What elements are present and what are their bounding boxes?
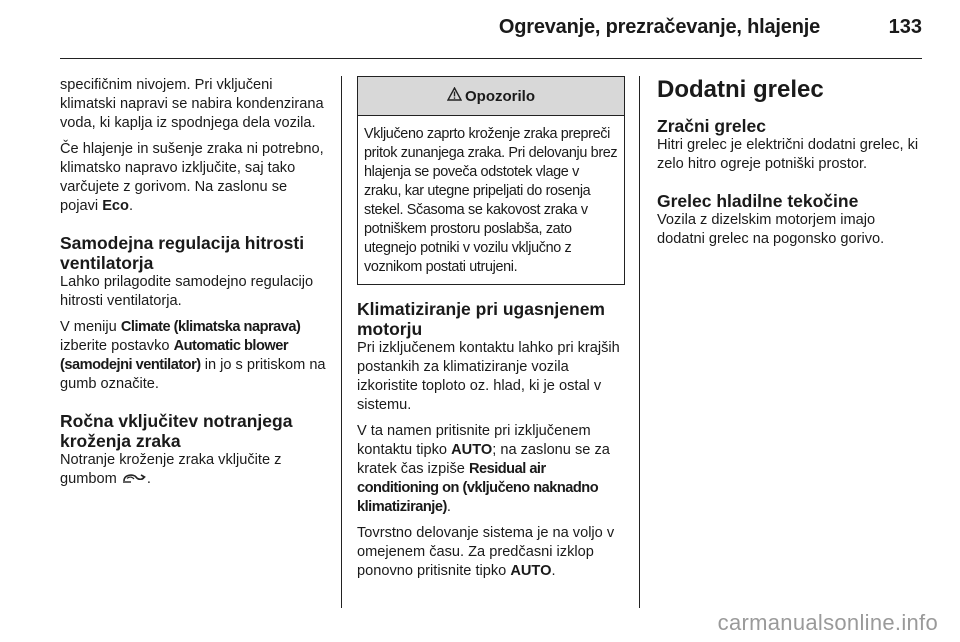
paragraph-limited-time: Tovrstno delovanje sistema je na voljo v omejenem času. Za predčasni izklop ponovno pritisnite tipko AUTO. [357,525,615,579]
warning-title: Opozorilo [465,87,535,105]
paragraph-eco: Če hlajenje in sušenje zraka ni potrebno, klimatsko napravo izključite, saj tako varčujete z gorivom. Na zaslonu se pojavi Eco. [60,141,324,214]
menu-climate-text: Climate (klimatska naprava) [120,319,301,335]
page-number: 133 [888,16,922,38]
heading-coolant-heater: Grelec hladilne tekočine [657,191,859,211]
warning-box [357,76,625,285]
header-divider [60,58,922,59]
paragraph-auto-button: V ta namen pritisnite pri izključenem kontaktu tipko AUTO; na zaslonu se za kratek čas izpiše Residual air conditioning on (vključeno naknadno klimatiziranje). [357,423,610,515]
auto-button-label: AUTO [451,442,493,458]
paragraph-menu: V meniju Climate (klimatska naprava) izberite postavko Automatic blower (samodejni ventilator) in jo s pritiskom na gumb označite. [60,319,326,392]
section-title: Ogrevanje, prezračevanje, hlajenje [498,16,820,38]
column-divider-2 [639,76,640,608]
paragraph-coolant-heater: Vozila z dizelskim motorjem imajo dodatni grelec na pogonsko gorivo. [657,212,885,247]
heading-air-heater: Zračni grelec [657,116,766,136]
paragraph-auto-blower: Lahko prilagodite samodejno regulacijo hitrosti ventilatorja. [60,274,314,309]
watermark: carmanualsonline.info [717,610,938,635]
auto-button-label-2: AUTO [510,563,552,579]
recirculation-icon [121,471,147,490]
warning-triangle-icon [447,87,462,106]
column-2 [357,76,625,588]
heading-auto-blower: Samodejna regulacija hitrosti ventilatorja [60,233,305,273]
eco-indicator-text: Eco [102,198,129,214]
warning-header [358,77,624,116]
heading-auxiliary-heater: Dodatni grelec [657,76,824,103]
paragraph-air-heater: Hitri grelec je električni dodatni grelec, ki zelo hitro ogreje potniški prostor. [657,137,919,172]
residual-ac-text: Residual air conditioning on (vključeno naknadno klimatiziranje) [357,461,599,515]
paragraph-recirculation: Notranje kroženje zraka vključite z gumbom . [60,451,328,490]
warning-text: Vključeno zaprto kroženje zraka prepreči pritok zunanjega zraka. Pri delovanju brez hlajenja se poveča odstotek vlage v zraku, kar utegne pripeljati do rosenja stekel. Sčasoma se kakovost zraka v potniškem prostoru poslabša, zato utegnejo potniki v vozilu vključno z voznikom postati utrujeni. [364,126,618,275]
heading-recirculation: Ročna vključitev notranjega kroženja zraka [60,411,293,451]
column-3 [657,76,925,256]
paragraph-residual-heat: Pri izključenem kontaktu lahko pri krajših postankih za klimatiziranje vozila izkoristite toploto oz. hlad, ki je ostal v sistemu. [357,340,620,413]
heading-engine-off: Klimatiziranje pri ugasnjenem motorju [357,299,605,339]
menu-auto-blower-text: Automatic blower (samodejni ventilator) [60,338,289,373]
column-1 [60,76,328,497]
column-divider-1 [341,76,342,608]
paragraph-condensation: specifičnim nivojem. Pri vključeni klimatski napravi se nabira kondenzirana voda, ki kaplja iz spodnjega dela vozila. [60,77,324,131]
